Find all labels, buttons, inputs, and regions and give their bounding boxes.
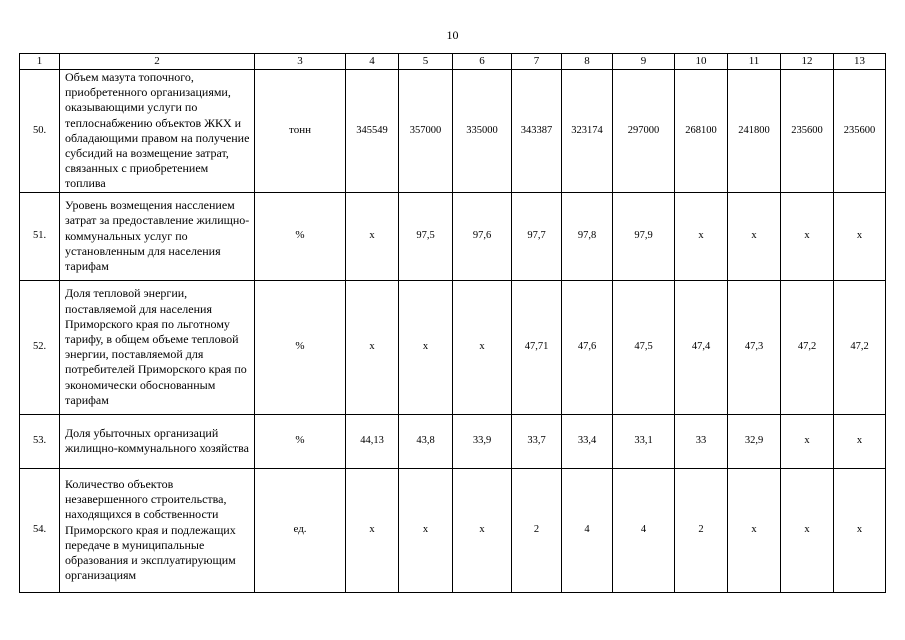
value-cell: 335000 bbox=[453, 70, 512, 193]
value-cell: 33 bbox=[675, 414, 728, 468]
table-row bbox=[20, 70, 886, 193]
value-cell: 44,13 bbox=[346, 414, 399, 468]
value-cell: 47,5 bbox=[613, 280, 675, 414]
value-cell: 47,71 bbox=[512, 280, 562, 414]
unit-cell: % bbox=[255, 414, 346, 468]
header-cell: 10 bbox=[675, 54, 728, 70]
indicators-table bbox=[19, 53, 886, 593]
value-cell: 235600 bbox=[834, 70, 886, 193]
header-cell: 7 bbox=[512, 54, 562, 70]
value-cell: 357000 bbox=[399, 70, 453, 193]
header-row bbox=[20, 54, 886, 70]
row-number: 54. bbox=[20, 468, 60, 592]
value-cell: х bbox=[781, 468, 834, 592]
unit-cell: ед. bbox=[255, 468, 346, 592]
header-cell: 5 bbox=[399, 54, 453, 70]
value-cell: х bbox=[675, 192, 728, 280]
value-cell: х bbox=[834, 414, 886, 468]
value-cell: 297000 bbox=[613, 70, 675, 193]
header-cell: 11 bbox=[728, 54, 781, 70]
header-cell: 13 bbox=[834, 54, 886, 70]
value-cell: 33,7 bbox=[512, 414, 562, 468]
header-cell: 8 bbox=[562, 54, 613, 70]
indicator-name: Уровень возмещения насслением затрат за предоставление жилищно-коммунальных услуг по установленным для населения тарифам bbox=[60, 192, 255, 280]
header-cell: 1 bbox=[20, 54, 60, 70]
value-cell: х bbox=[834, 468, 886, 592]
header-cell: 3 bbox=[255, 54, 346, 70]
value-cell: 241800 bbox=[728, 70, 781, 193]
header-cell: 12 bbox=[781, 54, 834, 70]
value-cell: 32,9 bbox=[728, 414, 781, 468]
value-cell: х bbox=[728, 468, 781, 592]
header-cell: 9 bbox=[613, 54, 675, 70]
value-cell: х bbox=[399, 280, 453, 414]
value-cell: х bbox=[346, 280, 399, 414]
value-cell: 2 bbox=[512, 468, 562, 592]
value-cell: 47,2 bbox=[834, 280, 886, 414]
value-cell: х bbox=[346, 192, 399, 280]
indicator-name: Количество объектов незавершенного строительства, находящихся в собственности Приморского края и подлежащих передаче в муниципальные образования и эксплуатирующим организациям bbox=[60, 468, 255, 592]
value-cell: 97,9 bbox=[613, 192, 675, 280]
unit-cell: тонн bbox=[255, 70, 346, 193]
indicator-name: Объем мазута топочного, приобретенного организациями, оказывающими услуги по теплоснабжению объектов ЖКХ и обладающими правом на получение субсидий на возмещение затрат, связанных с приобретением топлива bbox=[60, 70, 255, 193]
value-cell: 97,6 bbox=[453, 192, 512, 280]
table-row bbox=[20, 468, 886, 592]
indicator-name: Доля убыточных организаций жилищно-коммунального хозяйства bbox=[60, 414, 255, 468]
table-row bbox=[20, 414, 886, 468]
value-cell: х bbox=[346, 468, 399, 592]
value-cell: 47,4 bbox=[675, 280, 728, 414]
value-cell: х bbox=[728, 192, 781, 280]
row-number: 52. bbox=[20, 280, 60, 414]
table-row bbox=[20, 280, 886, 414]
value-cell: 97,5 bbox=[399, 192, 453, 280]
value-cell: х bbox=[399, 468, 453, 592]
value-cell: 2 bbox=[675, 468, 728, 592]
value-cell: 343387 bbox=[512, 70, 562, 193]
value-cell: 345549 bbox=[346, 70, 399, 193]
row-number: 50. bbox=[20, 70, 60, 193]
value-cell: 97,8 bbox=[562, 192, 613, 280]
value-cell: 47,3 bbox=[728, 280, 781, 414]
value-cell: х bbox=[453, 468, 512, 592]
value-cell: 323174 bbox=[562, 70, 613, 193]
header-cell: 4 bbox=[346, 54, 399, 70]
value-cell: 43,8 bbox=[399, 414, 453, 468]
page-number: 10 bbox=[446, 28, 459, 42]
value-cell: 33,9 bbox=[453, 414, 512, 468]
value-cell: 4 bbox=[613, 468, 675, 592]
header-cell: 2 bbox=[60, 54, 255, 70]
value-cell: х bbox=[781, 414, 834, 468]
table-row bbox=[20, 192, 886, 280]
value-cell: 268100 bbox=[675, 70, 728, 193]
value-cell: 97,7 bbox=[512, 192, 562, 280]
row-number: 53. bbox=[20, 414, 60, 468]
unit-cell: % bbox=[255, 192, 346, 280]
unit-cell: % bbox=[255, 280, 346, 414]
header-cell: 6 bbox=[453, 54, 512, 70]
value-cell: х bbox=[781, 192, 834, 280]
value-cell: 235600 bbox=[781, 70, 834, 193]
value-cell: 33,1 bbox=[613, 414, 675, 468]
value-cell: 47,2 bbox=[781, 280, 834, 414]
indicator-name: Доля тепловой энергии, поставляемой для населения Приморского края по льготному тарифу, в общем объеме тепловой энергии, поставляемой для потребителей Приморского края по экономически обоснованным тарифам bbox=[60, 280, 255, 414]
value-cell: х bbox=[453, 280, 512, 414]
value-cell: 4 bbox=[562, 468, 613, 592]
value-cell: 33,4 bbox=[562, 414, 613, 468]
value-cell: х bbox=[834, 192, 886, 280]
row-number: 51. bbox=[20, 192, 60, 280]
value-cell: 47,6 bbox=[562, 280, 613, 414]
